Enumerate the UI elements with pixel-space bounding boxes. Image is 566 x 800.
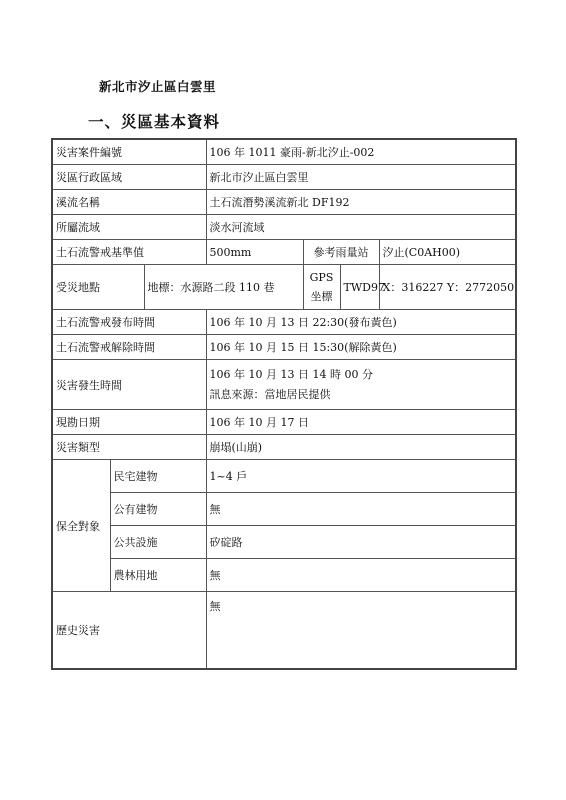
disaster-type-value: 崩塌(山崩) [206,435,516,460]
disaster-type-label: 災害類型 [52,435,206,460]
case-id-value: 106 年 1011 豪雨-新北汐止-002 [206,139,516,165]
occurrence-source: 訊息來源：當地居民提供 [209,387,331,401]
case-id-label: 災害案件編號 [52,139,206,165]
threshold-value: 500mm [206,240,303,265]
row-survey-date [52,410,516,435]
occurrence-label: 災害發生時間 [52,360,206,410]
row-location [52,265,516,310]
basin-value: 淡水河流域 [206,215,516,240]
protection-item-label: 民宅建物 [110,460,206,493]
basin-label: 所屬流域 [52,215,206,240]
row-admin-area [52,165,516,190]
gps-label-line1: GPS [309,271,334,284]
rain-station-value: 汐止(C0AH00) [379,240,516,265]
coordinates-value: X：316227 Y：2772050 [379,265,516,310]
protection-item-value: 無 [206,559,516,592]
stream-name-value: 土石流潛勢溪流新北 DF192 [206,190,516,215]
row-basin [52,215,516,240]
occurrence-value [206,360,516,410]
row-threshold [52,240,516,265]
row-protection-public-building [52,493,516,526]
gps-label [303,265,340,310]
rain-station-label: 參考雨量站 [303,240,379,265]
protection-item-label: 公有建物 [110,493,206,526]
warning-lifted-value: 106 年 10 月 15 日 15:30(解除黃色) [206,335,516,360]
history-value: 無 [206,592,516,670]
row-protection-residential [52,460,516,493]
protection-label: 保全對象 [52,460,110,592]
row-stream-name [52,190,516,215]
protection-item-value: 1~4 戶 [206,460,516,493]
protection-item-value: 矽碇路 [206,526,516,559]
occurrence-time: 106 年 10 月 13 日 14 時 00 分 [209,367,373,381]
warning-lifted-label: 土石流警戒解除時間 [52,335,206,360]
row-occurrence [52,360,516,410]
protection-item-label: 公共設施 [110,526,206,559]
row-warning-issued [52,310,516,335]
history-label: 歷史災害 [52,592,206,670]
section-title: 一、災區基本資料 [88,112,221,131]
gps-label-line2: 坐標 [310,290,333,303]
survey-date-label: 現勘日期 [52,410,206,435]
warning-issued-label: 土石流警戒發布時間 [52,310,206,335]
row-disaster-type [52,435,516,460]
threshold-label: 土石流警戒基準值 [52,240,206,265]
row-protection-public-facility [52,526,516,559]
admin-area-label: 災區行政區域 [52,165,206,190]
protection-item-label: 農林用地 [110,559,206,592]
coordinate-datum: TWD97 [340,265,379,310]
row-protection-farmland [52,559,516,592]
document-location-header: 新北市汐止區白雲里 [99,79,217,94]
row-history [52,592,516,670]
survey-date-value: 106 年 10 月 17 日 [206,410,516,435]
protection-item-value: 無 [206,493,516,526]
location-label: 受災地點 [52,265,144,310]
landmark-value: 地標：水源路二段 110 巷 [144,265,303,310]
row-warning-lifted [52,335,516,360]
admin-area-value: 新北市汐止區白雲里 [206,165,516,190]
row-case-id [52,139,516,165]
stream-name-label: 溪流名稱 [52,190,206,215]
warning-issued-value: 106 年 10 月 13 日 22:30(發布黃色) [206,310,516,335]
disaster-info-table [51,138,517,670]
